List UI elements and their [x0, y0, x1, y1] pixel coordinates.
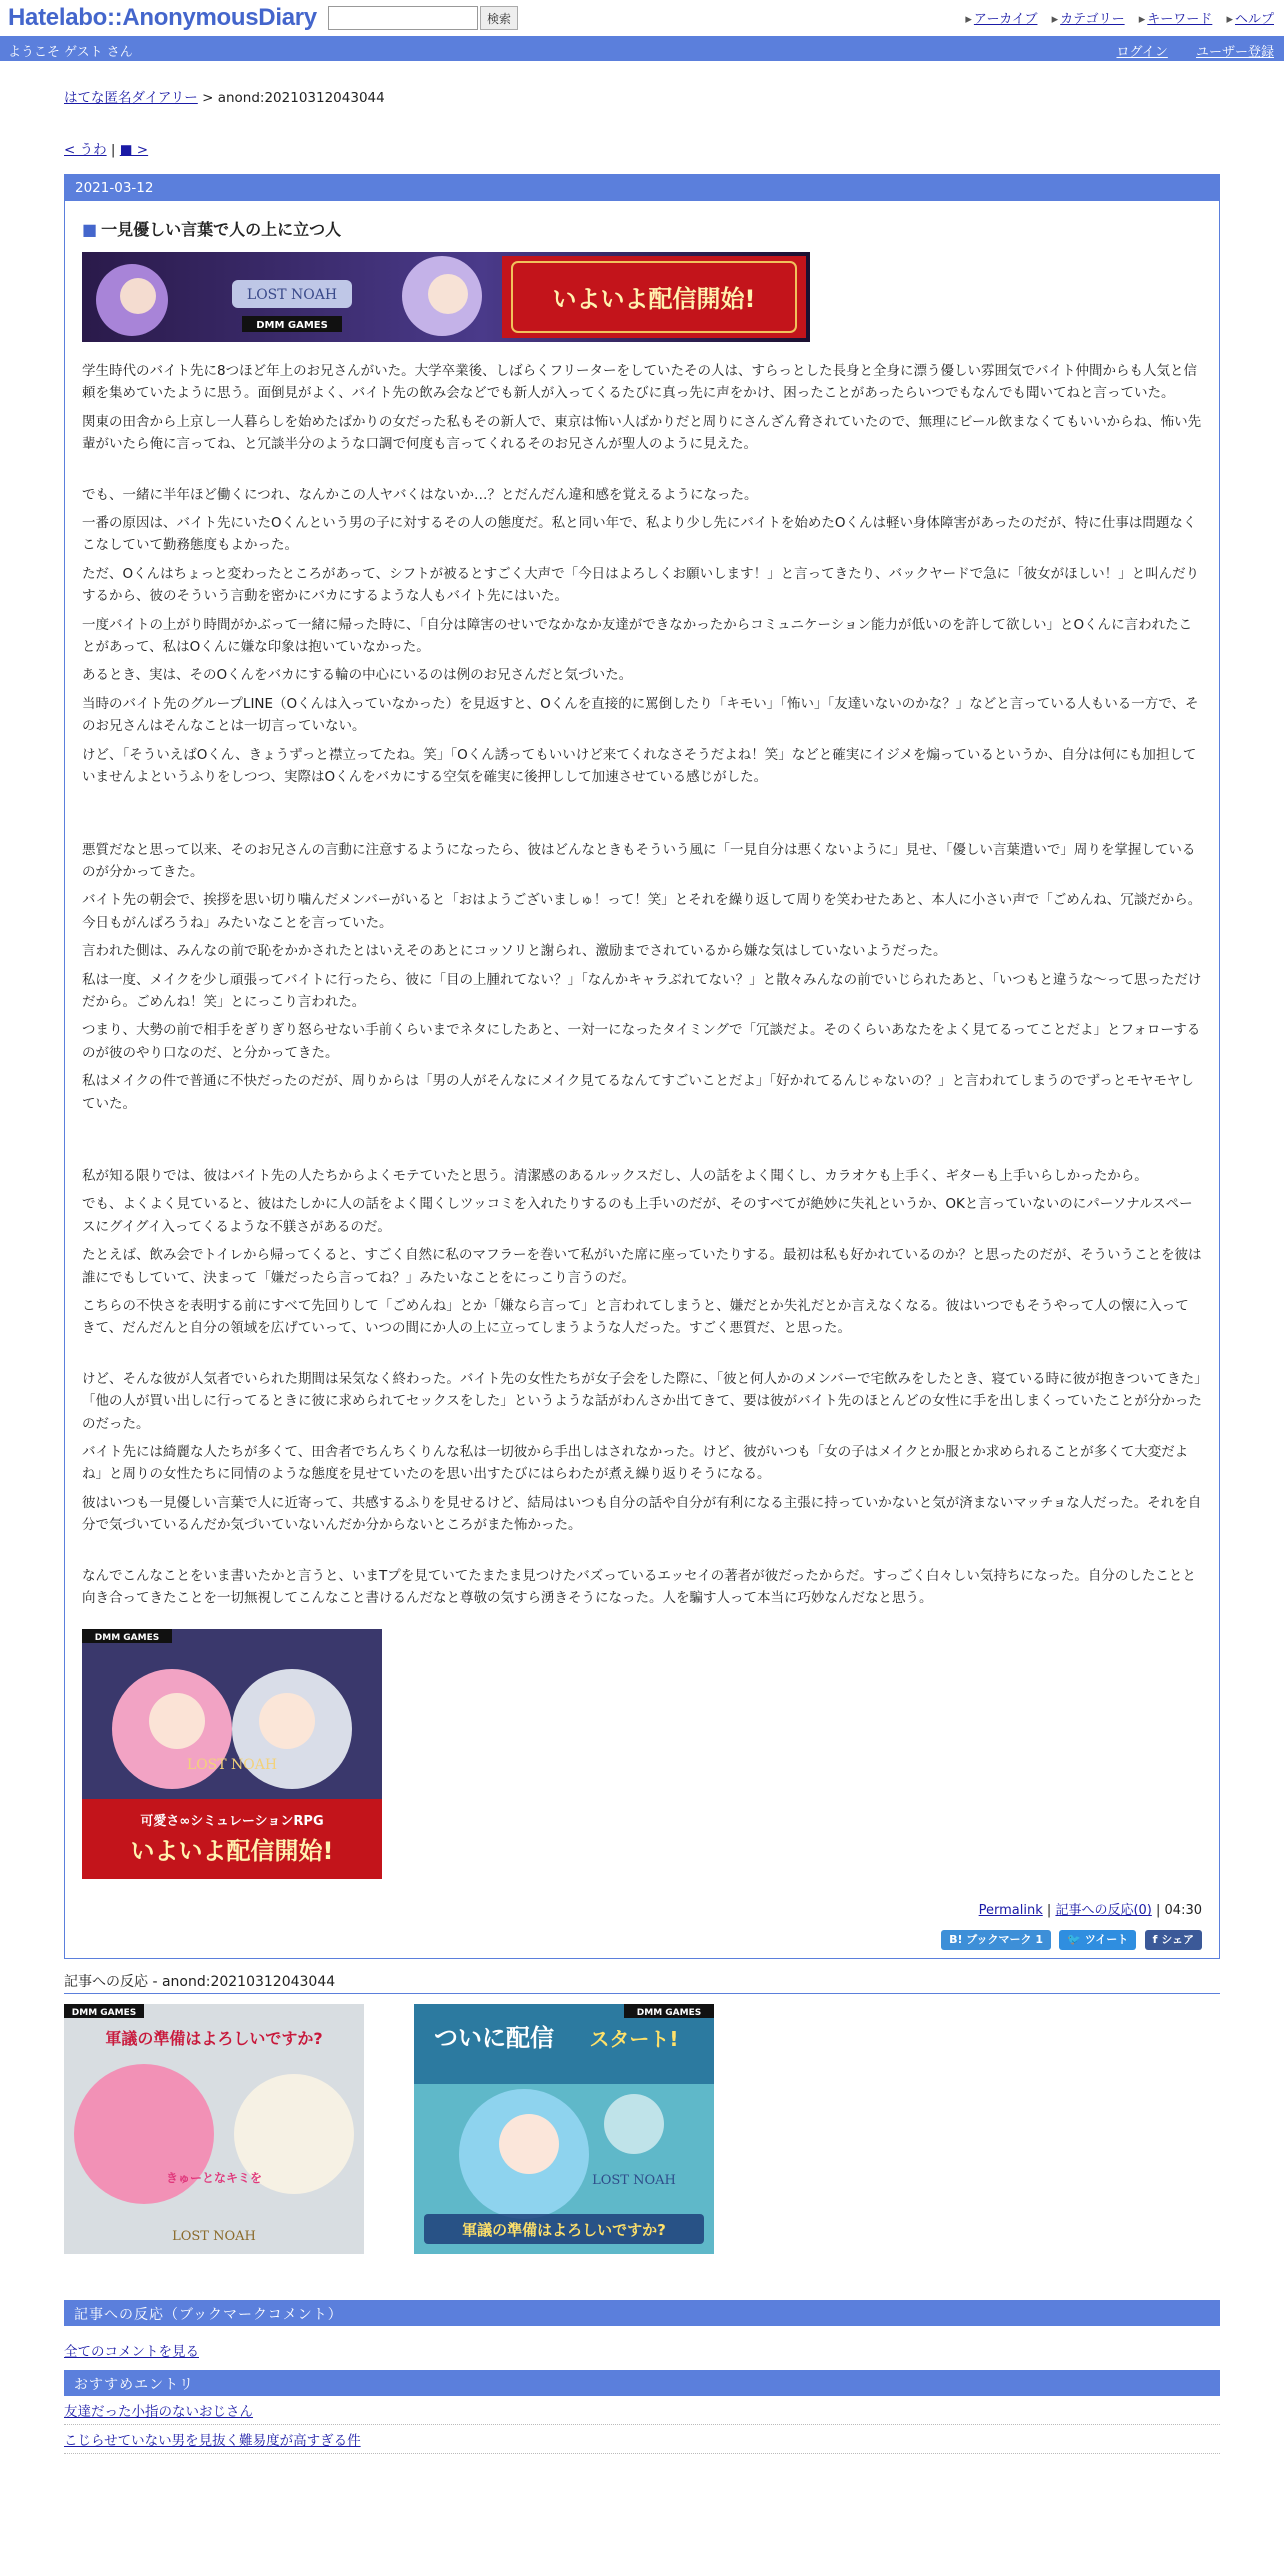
- day-date: 2021-03-12: [65, 175, 1219, 201]
- paragraph-spacer: [82, 1346, 1202, 1368]
- nav-help-link[interactable]: ▸ ヘルプ: [1226, 12, 1274, 27]
- entry-paragraph: けど、そんな彼が人気者でいられた期間は呆気なく終わった。バイト先の女性たちが女子会をした際に、「彼と何人かのメンバーで宅飲みをしたとき、寝ている時に彼が抱きついてきた」「他の人が買い出しに行ってるときに彼に求められてセックスをした」というような話がわんさか出てきて、要は彼がバイト先のほとんどの女性に手を出しまくっていたことが分かったのだった。: [82, 1370, 1202, 1432]
- ad-right-image: [414, 2004, 714, 2254]
- search-button[interactable]: 検索: [480, 6, 518, 30]
- breadcrumb-home-link[interactable]: はてな匿名ダイアリー: [64, 90, 198, 106]
- entry-paragraphs: [82, 360, 1202, 1609]
- search-input[interactable]: [328, 6, 478, 30]
- recommended-link[interactable]: こじらせていない男を見抜く難易度が高すぎる件: [64, 2433, 361, 2450]
- all-comments-link[interactable]: 全てのコメントを見る: [64, 2344, 199, 2361]
- entry-paragraph: バイト先には綺麗な人たちが多くて、田舎者でちんちくりんな私は一切彼から手出しはされなかった。けど、彼がいつも「女の子はメイクとか服とか求められることが多くて大変だよね」と周りの女性たちに同情のような態度を見せていたのを思い出すたびにはらわたが煮え繰り返りそうになる。: [82, 1444, 1189, 1483]
- entry-paragraph: 当時のバイト先のグループLINE（Oくんは入っていなかった）を見返すと、Oくんを直接的に罵倒したり「キモい」「怖い」「友達いないのかな？」などと言っている人もいる一方で、そのお兄さんはそんなことは一切言っていない。: [82, 695, 1199, 735]
- hatena-bookmark-button[interactable]: B! ブックマーク 1: [941, 1930, 1051, 1950]
- ad-right-logo: LOST NOAH: [592, 2173, 676, 2189]
- reactions-heading: 記事への反応 - anond:20210312043044: [64, 1971, 1220, 1994]
- square-ad-logo: LOST NOAH: [186, 1757, 278, 1774]
- main-content: [64, 86, 1220, 2454]
- facebook-share-button[interactable]: [1145, 1930, 1202, 1950]
- entry-paragraph: 私は一度、メイクを少し頑張ってバイトに行ったら、彼に「目の上腫れてない？」「なんかキャラぶれてない？」と散々みんなの前でいじられたあと、「いつもと違うな〜って思っただけだから。ごめんね！笑」とにっこり言われた。: [82, 971, 1202, 1010]
- banner-ad[interactable]: [82, 252, 810, 342]
- entry-paragraph: けど、「そういえばOくん、きょうずっと襟立ってたね。笑」「Oくん誘ってもいいけど来てくれなさそうだよね！笑」などと確実にイジメを煽っているというか、自分は何にも加担していませんよというふりをしつつ、実際はOくんをバカにする空気を確実に後押しして加速させている感じがした。: [82, 746, 1197, 786]
- entry-paragraph: あるとき、実は、そのOくんをバカにする輪の中心にいるのは例のお兄さんだと気づいた。: [82, 667, 633, 684]
- square-ad[interactable]: [82, 1629, 382, 1879]
- banner-brand: DMM GAMES: [256, 320, 328, 331]
- facebook-icon: f: [1152, 1933, 1162, 1947]
- square-ad-headline: いよいよ配信開始!: [130, 1837, 334, 1866]
- entry-paragraph: ただ、Oくんはちょっと変わったところがあって、シフトが被るとすごく大声で「今日はよろしくお願いします！」と言ってきたり、バックヤードで急に「彼女がほしい！」と叫んだりするから、彼のそういう言動を密かにバカにするような人もバイト先にはいた。: [82, 565, 1200, 605]
- square-ad-subtitle: 可愛さ∞シミュレーションRPG: [140, 1814, 324, 1830]
- entry-paragraph: 一度バイトの上がり時間がかぶって一緒に帰った時に、「自分は障害のせいでなかなか友達ができなかったからコミュニケーション能力が低いのを許して欲しい」とOくんに言われたことがあって、私はOくんに嫌な印象は抱いていなかった。: [82, 616, 1193, 656]
- entry-paragraph: 関東の田舎から上京し一人暮らしを始めたばかりの女だった私もその新人で、東京は怖い人ばかりだと周りにさんざん脅されていたので、無理にビール飲まなくてもいいからね、怖い先輩がいたら俺に言ってね、と冗談半分のような口調で何度も言ってくれるそのお兄さんが聖人のように見えた。: [82, 413, 1202, 453]
- welcome-text: ようこそ ゲスト さん: [8, 45, 133, 60]
- ad-left-image: [64, 2004, 364, 2254]
- site-logo[interactable]: Hatelabo::AnonymousDiary: [8, 4, 317, 31]
- entry-paragraph: バイト先の朝会で、挨拶を思い切り噛んだメンバーがいると「おはようございましゅ！って！笑」とそれを繰り返して周りを笑わせたあと、本人に小さい声で「ごめんね、冗談だから。今日もがんばろうね」みたいなことを言っていた。: [82, 892, 1202, 931]
- permalink-link[interactable]: Permalink: [978, 1903, 1043, 1919]
- header-nav: [955, 8, 1274, 27]
- breadcrumb-separator: >: [202, 90, 214, 106]
- ad-left-logo: LOST NOAH: [172, 2229, 256, 2245]
- breadcrumb: [64, 86, 1220, 106]
- entry-paragraph: なんでこんなことをいま書いたかと言うと、いまTプを見ていてたまたま見つけたバズっているエッセイの著者が彼だったからだ。すっごく白々しい気持ちになった。自分のしたことと向き合ってきたことを一切無視してこんなこと書けるんだなと尊敬の気すら湧きそうになった。人を騙す人って本当に巧妙なんだなと思う。: [82, 1567, 1196, 1607]
- footer-separator-2: |: [1156, 1903, 1161, 1919]
- snowflake-icon: [604, 2094, 664, 2154]
- ad-right-brand: DMM GAMES: [636, 2008, 702, 2019]
- entry-footer: [82, 1899, 1202, 1918]
- banner-headline: いよいよ配信開始!: [552, 285, 756, 313]
- twitter-icon: 🐦: [1067, 1933, 1085, 1947]
- recommended-section: [64, 2370, 1220, 2454]
- entry-paragraph: つまり、大勢の前で相手をぎりぎり怒らせない手前くらいまでネタにしたあと、一対一になったタイミングで「冗談だよ。そのくらいあなたをよく見てるってことだよ」とフォローするのが彼のやり口なのだ、と分かってきた。: [82, 1022, 1201, 1061]
- bookmark-section: [64, 2300, 1220, 2370]
- paragraph-spacer: [82, 1121, 1202, 1143]
- ad-left-side-text: きゅーとなキミを: [165, 2171, 263, 2186]
- ad-right-top-1: ついに配信: [434, 2024, 554, 2053]
- banner-game-logo: LOST NOAH: [246, 287, 338, 303]
- entry-paragraph: たとえば、飲み会でトイレから帰ってくると、すごく自然に私のマフラーを巻いて私がいた席に座っていたりする。最初は私も好かれているのか？と思ったのだが、そういうことを彼は誰にでもしていて、決まって「嫌だったら言ってね？」みたいなことをにっこり言うのだ。: [82, 1247, 1202, 1286]
- entry-paragraph: 一番の原因は、バイト先にいたOくんという男の子に対するその人の態度だ。私と同い年で、私より少し先にバイトを始めたOくんは軽い身体障害があったのだが、特に仕事は問題なくこなしていて勤務態度もよかった。: [82, 515, 1197, 554]
- entry-paragraph: 言われた側は、みんなの前で恥をかかされたとはいえそのあとにコッソリと謝られ、激励までされているから嫌な気はしていないようだった。: [82, 943, 947, 960]
- entry-paragraph: 私が知る限りでは、彼はバイト先の人たちからよくモテていたと思う。清潔感のあるルックスだし、人の話をよく聞くし、カラオケも上手く、ギターも上手いらしかったから。: [82, 1167, 1148, 1184]
- breadcrumb-current: anond:20210312043044: [217, 90, 385, 106]
- nav-keyword-link[interactable]: ▸ キーワード: [1139, 12, 1213, 27]
- ad-right-bottom: 軍議の準備はよろしいですか?: [462, 2221, 666, 2240]
- entry-paragraph: 私はメイクの件で普通に不快だったのだが、周りからは「男の人がそんなにメイク見てるなんてすごいことだよ」「好かれてるんじゃないの？」と言われてしまうのでずっとモヤモヤしていた。: [82, 1073, 1194, 1112]
- paragraph-spacer: [82, 1143, 1202, 1165]
- entry-paragraph: 学生時代のバイト先に8つほど年上のお兄さんがいた。大学卒業後、しばらくフリーターをしていたその人は、すらっとした長身と全身に漂う優しい雰囲気でバイト仲間からも人気と信頼を集めていたように思う。面倒見がよく、バイト先の飲み会などでも新人が入ってくるたびに真っ先に声をかけ、困ったことがあったらいつでもなんでも聞いてねと言っていた。: [82, 363, 1198, 402]
- site-header: [0, 0, 1284, 36]
- entry-title-text: 一見優しい言葉で人の上に立つ人: [101, 220, 342, 239]
- recommended-link[interactable]: 友達だった小指のないおじさん: [64, 2404, 253, 2421]
- square-ad-brand: DMM GAMES: [94, 1633, 160, 1644]
- banner-ad-image: [82, 252, 810, 342]
- next-entry-link[interactable]: ■ >: [119, 142, 149, 158]
- user-bar: [0, 36, 1284, 61]
- paragraph-spacer: [82, 462, 1202, 484]
- footer-separator: |: [1046, 1903, 1052, 1919]
- ad-left-headline: 軍議の準備はよろしいですか?: [105, 2029, 323, 2049]
- day-section: [64, 174, 1220, 1959]
- entry-paragraph: 彼はいつも一見優しい言葉で人に近寄って、共感するふりを見せるけど、結局はいつも自分の話や自分が有利になる主張に持っていかないと気が済まないマッチョな人だった。それを自分で気づいているんだか気づいていないんだか分からないところがまた怖かった。: [82, 1494, 1202, 1534]
- recommended-item: [64, 2425, 1220, 2454]
- ad-left-brand: DMM GAMES: [71, 2008, 137, 2019]
- entry-title-mark[interactable]: ■: [82, 220, 98, 239]
- square-ad-image: [82, 1629, 382, 1879]
- paragraph-spacer: [82, 1543, 1202, 1565]
- recommended-item: [64, 2396, 1220, 2425]
- nav-category-link[interactable]: ▸ カテゴリー: [1052, 12, 1125, 27]
- nav-archive-link[interactable]: ▸ アーカイブ: [965, 12, 1037, 27]
- share-buttons: [82, 1930, 1202, 1950]
- prev-entry-link[interactable]: < うわ: [64, 142, 107, 158]
- recommended-heading: おすすめエントリ: [64, 2370, 1220, 2396]
- entry-title: [82, 217, 1202, 240]
- ad-right-top-2: スタート!: [589, 2027, 679, 2052]
- entry-paragraph: 悪質だなと思って以来、そのお兄さんの言動に注意するようになったら、彼はどんなときもそういう風に「一見自分は悪くないように」見せ、「優しい言葉遣いで」周りを掌握しているのが分かってきた。: [82, 841, 1196, 880]
- entry-paragraph: でも、一緒に半年ほど働くにつれ、なんかこの人ヤバくはないか…？とだんだん違和感を覚えるようになった。: [82, 486, 758, 503]
- bookmark-heading: 記事への反応（ブックマークコメント）: [64, 2300, 1220, 2326]
- login-link[interactable]: ログイン: [1116, 45, 1168, 60]
- ad-left[interactable]: [64, 2004, 364, 2254]
- ad-right[interactable]: [414, 2004, 714, 2254]
- facebook-share-label: シェア: [1161, 1933, 1194, 1947]
- ad-row: [64, 2004, 1220, 2254]
- entry-paragraph: でも、よくよく見ていると、彼はたしかに人の話をよく聞くしツッコミを入れたりするのも上手いのだが、そのすべてが絶妙に失礼というか、OKと言っていないのにパーソナルスペースにグイグイ入ってくるような不躾さがあるのだ。: [82, 1196, 1193, 1235]
- pager: [64, 138, 1220, 158]
- entry-time: 04:30: [1164, 1903, 1202, 1919]
- twitter-share-label: ツイート: [1084, 1933, 1129, 1947]
- entry-paragraph: こちらの不快さを表明する前にすべて先回りして「ごめんね」とか「嫌なら言って」と言われてしまうと、嫌だとか失礼だとか言えなくなる。彼はいつでもそうやって人の懐に入ってきて、だんだんと自分の領域を広げていって、いつの間にか人の上に立ってしまうような人だった。すごく悪質だ、と思った。: [82, 1298, 1189, 1337]
- paragraph-spacer: [82, 795, 1202, 817]
- reactions-count-link[interactable]: 記事への反応(0): [1055, 1903, 1152, 1919]
- twitter-share-button[interactable]: [1059, 1930, 1136, 1950]
- entry-body: [65, 201, 1219, 1958]
- pager-separator: |: [110, 142, 116, 158]
- register-link[interactable]: ユーザー登録: [1195, 45, 1274, 60]
- paragraph-spacer: [82, 817, 1202, 839]
